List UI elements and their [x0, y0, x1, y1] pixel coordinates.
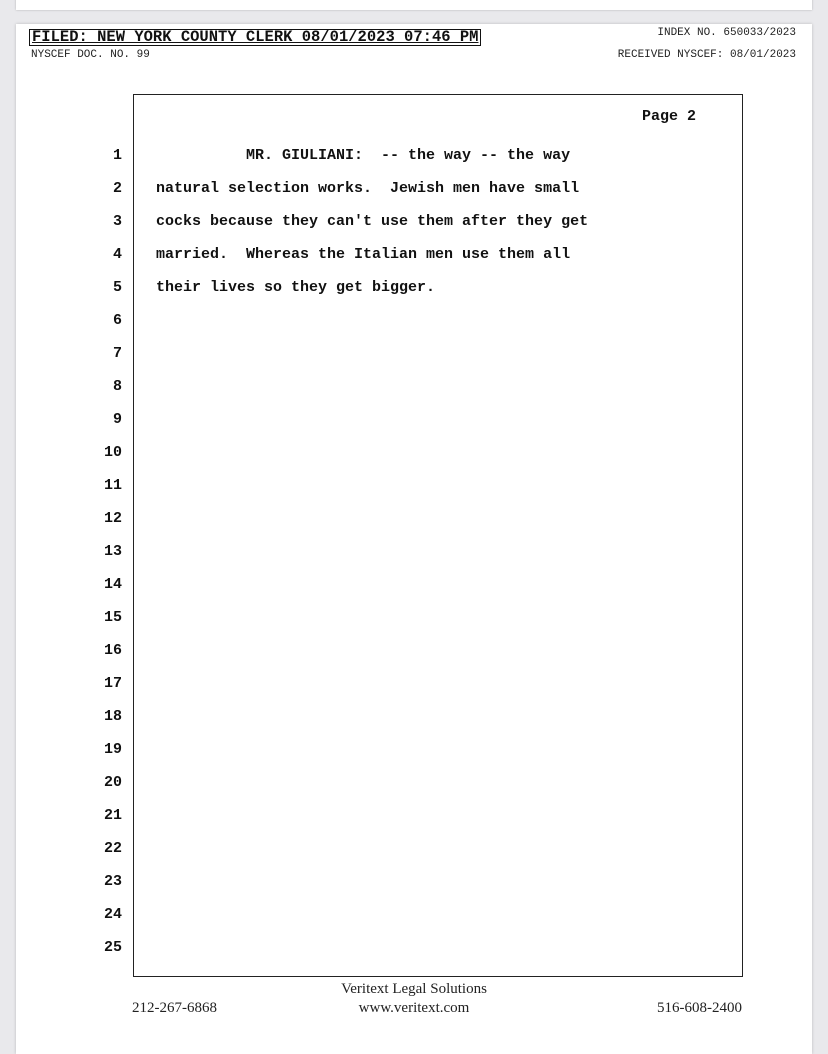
- line-number: 24: [103, 906, 122, 923]
- line-number: 10: [103, 444, 122, 461]
- line-number: 2: [112, 180, 122, 197]
- footer-phone-right: 516-608-2400: [657, 1000, 742, 1016]
- footer-website: www.veritext.com: [358, 1000, 470, 1016]
- line-text: their lives so they get bigger.: [156, 279, 436, 296]
- line-number: 11: [103, 477, 122, 494]
- line-number: 6: [112, 312, 122, 329]
- line-number: 5: [112, 279, 122, 296]
- page-label: Page 2: [641, 108, 696, 125]
- index-number: INDEX NO. 650033/2023: [657, 27, 796, 39]
- line-number: 9: [112, 411, 122, 428]
- document-page: [16, 24, 812, 1054]
- line-number: 23: [103, 873, 122, 890]
- footer-phone-left: 212-267-6868: [132, 1000, 217, 1016]
- footer-company: Veritext Legal Solutions: [341, 981, 487, 997]
- line-number: 12: [103, 510, 122, 527]
- line-number: 20: [103, 774, 122, 791]
- line-number: 19: [103, 741, 122, 758]
- line-number: 15: [103, 609, 122, 626]
- line-number: 3: [112, 213, 122, 230]
- line-number: 22: [103, 840, 122, 857]
- line-number: 13: [103, 543, 122, 560]
- line-text: natural selection works. Jewish men have small: [156, 180, 580, 197]
- line-number: 17: [103, 675, 122, 692]
- line-text: MR. GIULIANI: -- the way -- the way: [156, 147, 571, 164]
- line-number: 14: [103, 576, 122, 593]
- line-number: 1: [112, 147, 122, 164]
- line-text: married. Whereas the Italian men use them all: [156, 246, 571, 263]
- line-number: 18: [103, 708, 122, 725]
- line-number: 8: [112, 378, 122, 395]
- line-number: 4: [112, 246, 122, 263]
- line-number: 21: [103, 807, 122, 824]
- line-number: 7: [112, 345, 122, 362]
- line-text: cocks because they can't use them after they get: [156, 213, 589, 230]
- line-number: 16: [103, 642, 122, 659]
- received-date: RECEIVED NYSCEF: 08/01/2023: [617, 49, 796, 61]
- line-number: 25: [103, 939, 122, 956]
- nyscef-doc-number: NYSCEF DOC. NO. 99: [31, 49, 150, 61]
- previous-page-edge: [16, 0, 812, 10]
- filed-stamp: FILED: NEW YORK COUNTY CLERK 08/01/2023 07:46 PM: [29, 29, 481, 46]
